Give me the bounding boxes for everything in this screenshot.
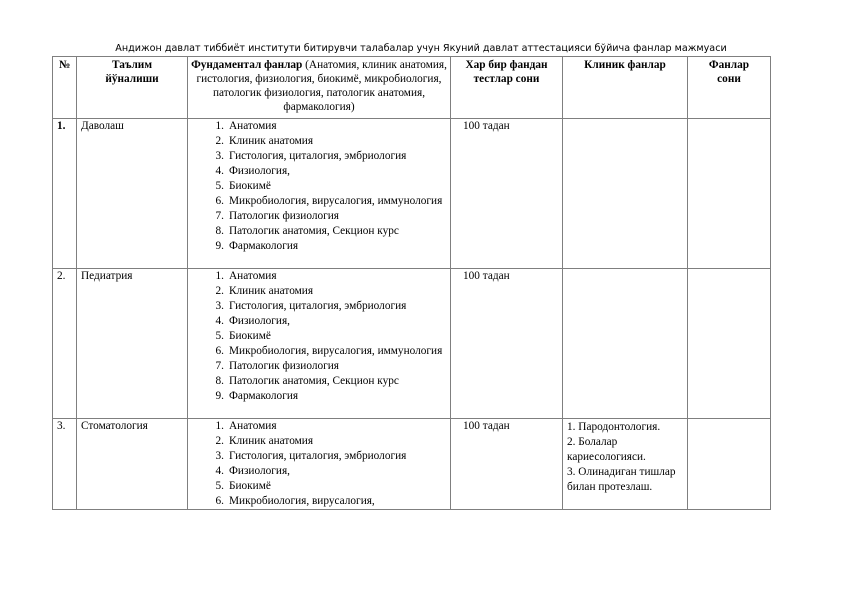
subject-number: 4. (215, 465, 224, 477)
subject-number: 1. (215, 270, 224, 282)
list-item (188, 419, 450, 434)
list-item (188, 164, 450, 179)
subject-number: 5. (215, 330, 224, 342)
subject-name: Клиник анатомия (229, 285, 314, 297)
subject-name: Клиник анатомия (229, 135, 314, 147)
list-item (188, 224, 450, 239)
subject-number: 7. (215, 210, 224, 222)
row-num-label: 1. (57, 120, 66, 132)
subject-list (188, 269, 450, 404)
header-clinical: Клиник фанлар (563, 57, 688, 119)
table-row (53, 119, 771, 269)
subject-number: 3. (215, 150, 224, 162)
subject-number: 6. (215, 495, 224, 507)
subject-number: 1. (215, 420, 224, 432)
clinical-subject: 3. Олинадиган тишлар билан протезлаш. (567, 466, 676, 493)
subject-name: Гистология, циталогия, эмбриология (229, 300, 407, 312)
list-item (188, 464, 450, 479)
clinical-subject: 2. Болалар кариесологияси. (567, 436, 646, 463)
subject-name: Анатомия (229, 270, 277, 282)
subject-name: Анатомия (229, 120, 277, 132)
list-item (188, 494, 450, 509)
subject-number: 6. (215, 195, 224, 207)
table-row (53, 419, 771, 510)
subject-number: 6. (215, 345, 224, 357)
header-count: Фанлар сони (688, 57, 771, 119)
list-item (188, 449, 450, 464)
list-item (188, 179, 450, 194)
list-item (188, 359, 450, 374)
subject-list (188, 419, 450, 509)
subject-name: Микробиология, вирусалогия, иммунология (229, 195, 443, 207)
subject-name: Физиология, (229, 315, 290, 327)
subject-number: 4. (215, 315, 224, 327)
row-specialty: Стоматология (77, 419, 188, 510)
subject-name: Биокимё (229, 180, 271, 192)
header-tests: Хар бир фандан тестлар сони (451, 57, 563, 119)
list-item (188, 434, 450, 449)
row-tests: 100 тадан (451, 119, 563, 269)
subject-list (188, 119, 450, 254)
row-subjects (188, 269, 451, 419)
subject-name: Анатомия (229, 420, 277, 432)
row-count (688, 119, 771, 269)
list-item (188, 389, 450, 404)
list-item (188, 344, 450, 359)
row-count (688, 269, 771, 419)
header-num: № (53, 57, 77, 119)
list-item (188, 314, 450, 329)
list-item (188, 479, 450, 494)
subject-name: Гистология, циталогия, эмбриология (229, 450, 407, 462)
subject-number: 7. (215, 360, 224, 372)
subject-name: Патологик физиология (229, 210, 339, 222)
subject-name: Гистология, циталогия, эмбриология (229, 150, 407, 162)
subject-name: Патологик анатомия, Секцион курс (229, 225, 399, 237)
header-fundamental-title: Фундаментал фанлар (191, 59, 303, 71)
row-num-label: 3. (57, 420, 66, 432)
subject-number: 9. (215, 390, 224, 402)
header-fundamental-list: (Анатомия, клиник анатомия, гистология, физиология, биокимё, микробиология, патологик физиология, патологик анатомия, фармакология) (196, 59, 447, 113)
list-item (188, 329, 450, 344)
subject-number: 8. (215, 375, 224, 387)
subject-number: 2. (215, 285, 224, 297)
subject-number: 5. (215, 480, 224, 492)
subjects-table (52, 56, 771, 510)
table-header-row (53, 57, 771, 119)
subject-name: Микробиология, вирусалогия, (229, 495, 375, 507)
row-specialty: Педиатрия (77, 269, 188, 419)
list-item (188, 134, 450, 149)
document-title: Андижон давлат тиббиёт институти битирувчи талабалар учун Якуний давлат аттестацияси бўйича фанлар мажмуаси (115, 43, 727, 54)
clinical-subject: 1. Пародонтология. (567, 421, 661, 433)
row-tests: 100 тадан (451, 269, 563, 419)
subject-name: Биокимё (229, 330, 271, 342)
row-subjects (188, 119, 451, 269)
list-item (188, 194, 450, 209)
subject-name: Биокимё (229, 480, 271, 492)
header-fundamental (188, 57, 451, 119)
subject-number: 2. (215, 435, 224, 447)
subject-number: 3. (215, 300, 224, 312)
row-specialty: Даволаш (77, 119, 188, 269)
row-clinical (563, 269, 688, 419)
subject-number: 8. (215, 225, 224, 237)
subject-name: Физиология, (229, 165, 290, 177)
subject-number: 3. (215, 450, 224, 462)
list-item (188, 119, 450, 134)
table-row (53, 269, 771, 419)
row-num (53, 269, 77, 419)
row-num (53, 119, 77, 269)
subject-name: Физиология, (229, 465, 290, 477)
row-count (688, 419, 771, 510)
list-item (188, 269, 450, 284)
subject-number: 1. (215, 120, 224, 132)
list-item (188, 299, 450, 314)
subject-number: 2. (215, 135, 224, 147)
subject-number: 4. (215, 165, 224, 177)
subject-name: Фармакология (229, 240, 299, 252)
row-num-label: 2. (57, 270, 66, 282)
row-num (53, 419, 77, 510)
subject-name: Патологик анатомия, Секцион курс (229, 375, 399, 387)
list-item (188, 374, 450, 389)
list-item (188, 149, 450, 164)
row-subjects (188, 419, 451, 510)
subject-number: 9. (215, 240, 224, 252)
header-specialty: Таълим йўналиши (77, 57, 188, 119)
subject-name: Микробиология, вирусалогия, иммунология (229, 345, 443, 357)
list-item (188, 209, 450, 224)
row-tests: 100 тадан (451, 419, 563, 510)
list-item (188, 284, 450, 299)
subject-name: Клиник анатомия (229, 435, 314, 447)
subject-name: Фармакология (229, 390, 299, 402)
row-clinical (563, 119, 688, 269)
list-item (188, 239, 450, 254)
subject-number: 5. (215, 180, 224, 192)
subject-name: Патологик физиология (229, 360, 339, 372)
row-clinical (563, 419, 688, 510)
